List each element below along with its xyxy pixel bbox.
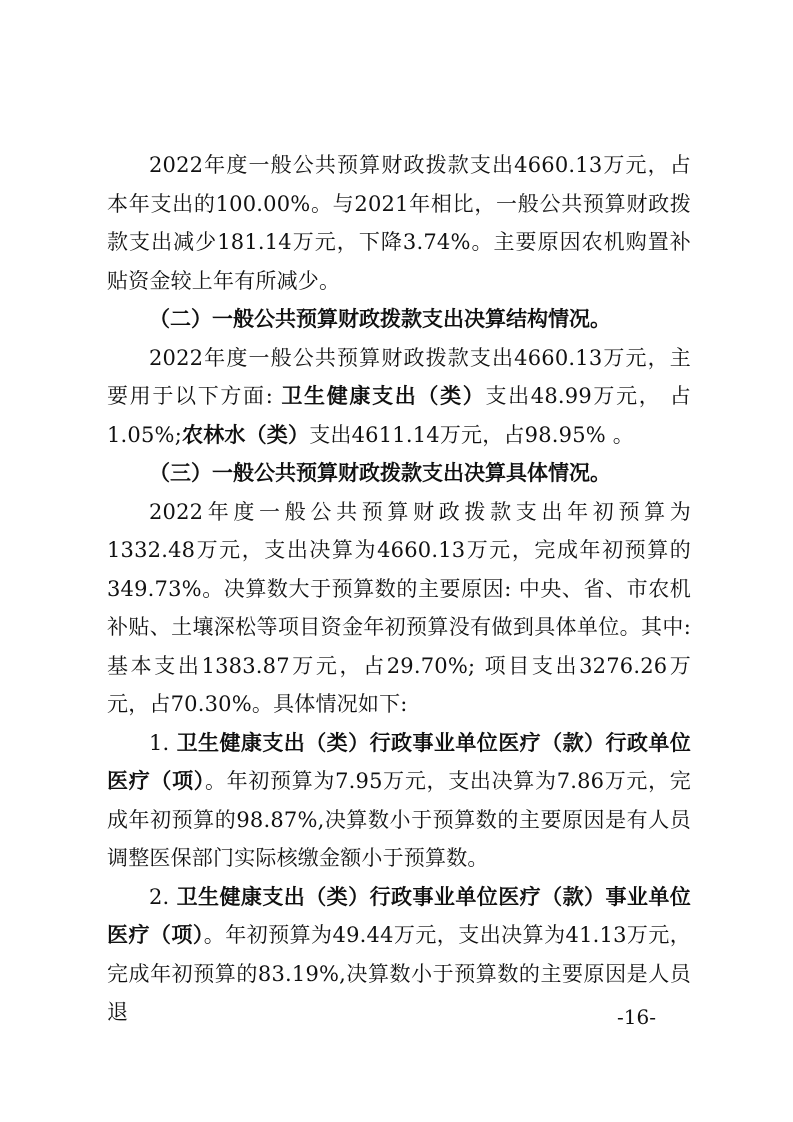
list-item-1-number: 1. — [149, 730, 177, 755]
list-item-2 — [107, 878, 691, 1032]
paragraph-details: 2022年度一般公共预算财政拨款支出年初预算为1332.48万元，支出决算为4660.13万元，完成年初预算的349.73%。决算数大于预算数的主要原因: 中央、省、市农机补贴、土壤深松等项目资金年初预算没有做到具体单位。其中: 基本支出1383.87万元，占29.70%; 项目支出3276.26万元，占70.30%。具体情况如下: — [107, 499, 691, 716]
structure-item1-label: 卫生健康支出（类） — [281, 384, 486, 408]
structure-item1-text: 支出48.99万元， 占1.05%; — [107, 384, 691, 447]
paragraph-expenditure-total: 2022年度一般公共预算财政拨款支出4660.13万元，占本年支出的100.00%。与2021年相比，一般公共预算财政拨款支出减少181.14万元，下降3.74%。主要原因农机购置补贴资金较上年有所减少。 — [107, 153, 691, 293]
list-item-1-text: 。年初预算为7.95万元，支出决算为7.86万元，完成年初预算的98.87%,决算数小于预算数的主要原因是有人员调整医保部门实际核缴金额小于预算数。 — [107, 769, 692, 870]
heading-structure: （二）一般公共预算财政拨款支出决算结构情况。 — [149, 307, 611, 331]
structure-item2-text: 支出4611.14万元，占98.95% 。 — [309, 422, 634, 447]
structure-item2-label: 农林水（类） — [182, 422, 310, 447]
page-content — [107, 146, 691, 1032]
structure-intro: 2022年度一般公共预算财政拨款支出4660.13万元，主要用于以下方面: — [107, 345, 691, 408]
list-item-1-label: 卫生健康支出（类）行政事业单位医疗（款）行政单位医疗（项） — [107, 730, 691, 793]
list-item-2-text: 。年初预算为49.44万元，支出决算为41.13万元，完成年初预算的83.19%,决算数小于预算数的主要原因是人员退 — [107, 923, 692, 1024]
list-item-1 — [107, 724, 691, 878]
page-number: -16- — [617, 1005, 656, 1029]
heading-details: （三）一般公共预算财政拨款支出决算具体情况。 — [149, 461, 611, 485]
paragraph-structure — [107, 339, 691, 455]
list-item-2-number: 2. — [149, 884, 177, 909]
list-item-2-label: 卫生健康支出（类）行政事业单位医疗（款）事业单位医疗（项） — [107, 884, 691, 947]
